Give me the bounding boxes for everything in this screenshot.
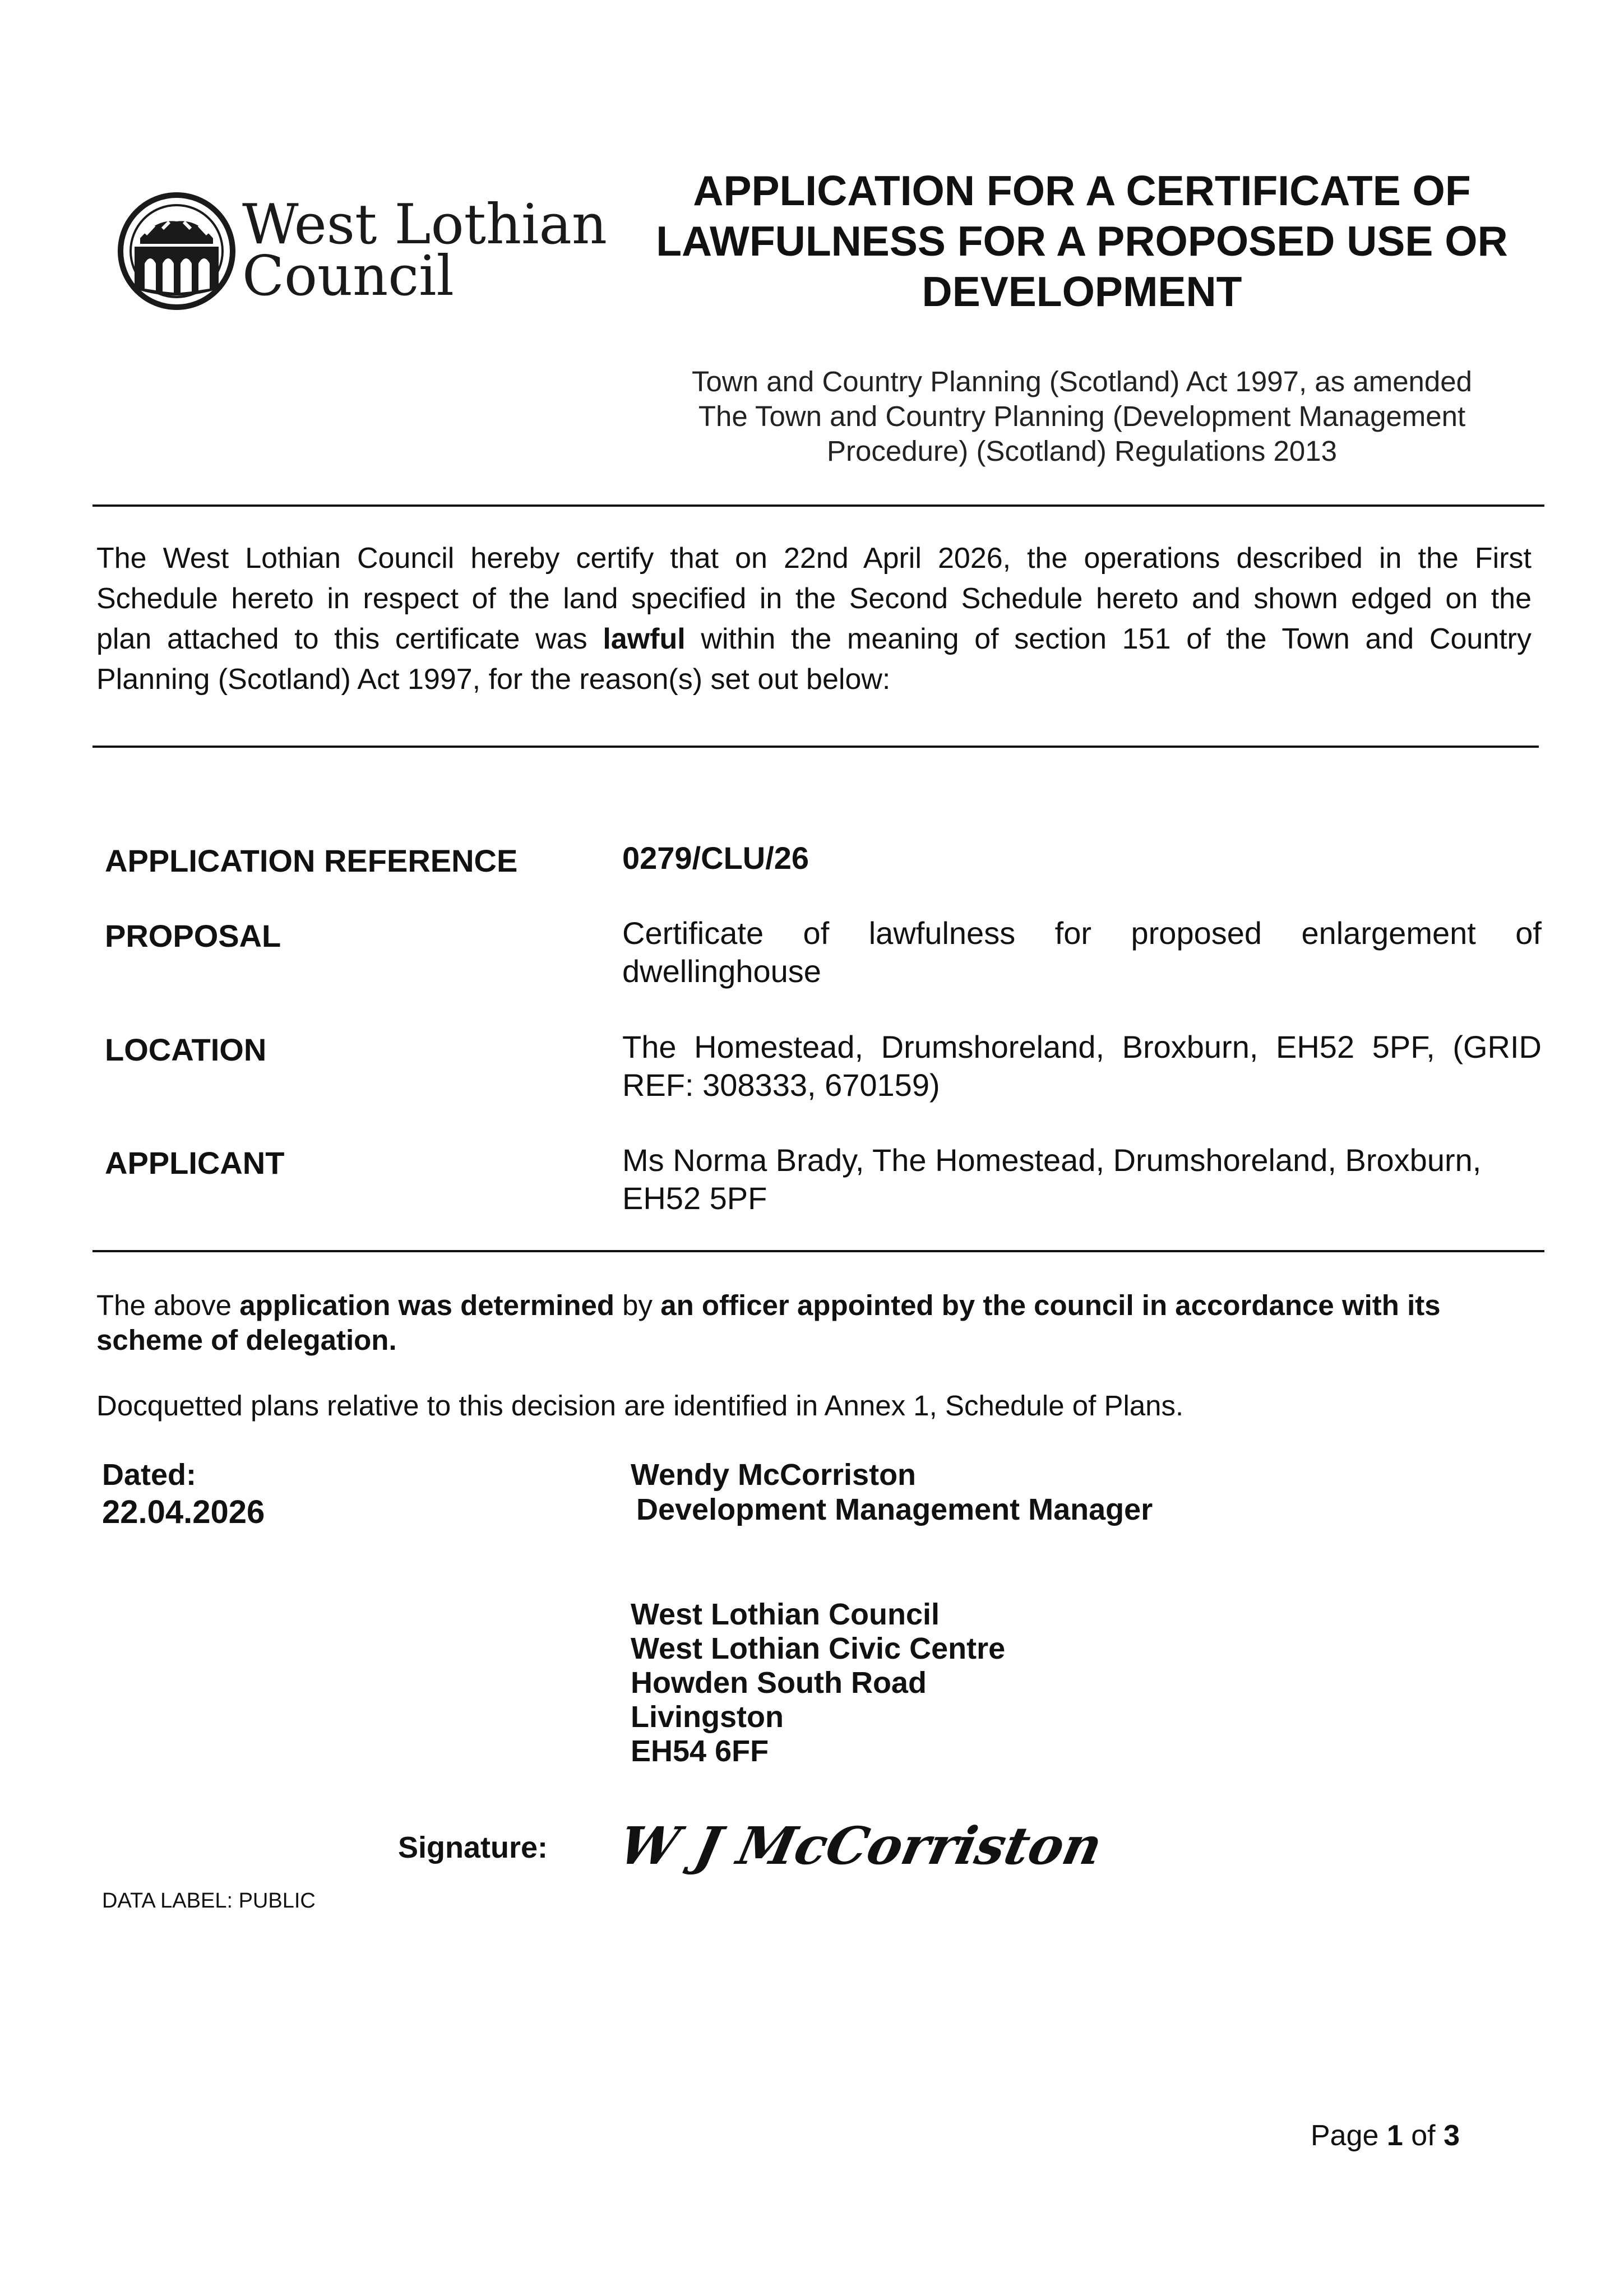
signature (614, 1811, 1108, 1889)
page-mid: of (1403, 2119, 1444, 2152)
handwritten-signature (614, 1811, 1108, 1889)
certification-text: plan attached to this certificate was (96, 623, 603, 655)
data-classification-label: DATA LABEL: PUBLIC (102, 1889, 316, 1913)
page-current: 1 (1386, 2119, 1403, 2152)
location-line: REF: 308333, 670159) (622, 1067, 940, 1103)
page-prefix: Page (1311, 2119, 1387, 2152)
applicant-line: EH52 5PF (622, 1181, 767, 1216)
legislation-reference (622, 364, 1542, 469)
certification-text: within the meaning of section 151 of the Town and Country (685, 623, 1532, 655)
officer-name: Wendy McCorriston (631, 1458, 917, 1492)
document-title (611, 165, 1553, 317)
applicant-line: Ms Norma Brady, The Homestead, Drumshoreland, Broxburn, (622, 1142, 1482, 1178)
proposal-label: PROPOSAL (105, 918, 281, 953)
docquetted-plans-note: Docquetted plans relative to this decision are identified in Annex 1, Schedule of Plans. (96, 1390, 1184, 1422)
address-line: Livingston (631, 1700, 784, 1734)
council-logo-emblem (118, 185, 608, 314)
determination-line: scheme of delegation. (96, 1324, 397, 1356)
title-line: APPLICATION FOR A CERTIFICATE OF (693, 167, 1471, 214)
address-line: West Lothian Civic Centre (631, 1632, 1006, 1665)
divider (92, 1250, 1544, 1252)
address-line: EH54 6FF (631, 1734, 769, 1768)
proposal-line: Certificate of lawfulness for proposed enlargement of (622, 915, 1542, 951)
proposal-line: dwellinghouse (622, 953, 821, 989)
address-line: Howden South Road (631, 1666, 927, 1700)
divider (92, 504, 1544, 507)
determination-emphasis: application was determined (239, 1289, 615, 1321)
determination-text: by (614, 1289, 661, 1321)
council-address (631, 1598, 1005, 1769)
certification-line: Planning (Scotland) Act 1997, for the reason(s) set out below: (96, 663, 891, 696)
logo-text-line1: West Lothian (242, 193, 608, 257)
act-line: Town and Country Planning (Scotland) Act 1997, as amended (691, 365, 1473, 397)
divider (92, 746, 1539, 748)
location-label: LOCATION (105, 1032, 267, 1067)
title-line: DEVELOPMENT (922, 268, 1242, 315)
page-number (1311, 2119, 1460, 2152)
determination-text: The above (96, 1289, 240, 1321)
title-line: LAWFULNESS FOR A PROPOSED USE OR (656, 217, 1508, 265)
applicant-label: APPLICANT (105, 1145, 285, 1181)
certification-line: The West Lothian Council hereby certify that on 22nd April 2026, the operations described in the First (96, 542, 1532, 575)
reference-label: APPLICATION REFERENCE (105, 843, 518, 878)
reference-value: 0279/CLU/26 (622, 840, 809, 876)
determination-emphasis: an officer appointed by the council in accordance with its (660, 1289, 1441, 1321)
dated-value: 22.04.2026 (102, 1494, 265, 1530)
council-logo (118, 185, 608, 314)
officer-title: Development Management Manager (636, 1493, 1153, 1526)
logo-text-line2: Council (242, 244, 454, 308)
signature-text: W J McCorriston (614, 1815, 1108, 1876)
location-line: The Homestead, Drumshoreland, Broxburn, EH52 5PF, (GRID (622, 1029, 1542, 1064)
certification-line: Schedule hereto in respect of the land specified in the Second Schedule hereto and shown edged on the (96, 582, 1532, 615)
lawful-emphasis: lawful (603, 623, 686, 655)
act-line: The Town and Country Planning (Development Management (698, 400, 1466, 432)
act-line: Procedure) (Scotland) Regulations 2013 (826, 435, 1338, 467)
page-total: 3 (1443, 2119, 1460, 2152)
proposal-value (622, 914, 1542, 990)
applicant-value (622, 1141, 1542, 1218)
determination-line (96, 1288, 1543, 1323)
location-value (622, 1028, 1542, 1104)
certification-paragraph (96, 538, 1532, 700)
determination-statement (96, 1288, 1543, 1358)
address-line: West Lothian Council (631, 1598, 940, 1631)
certification-line (96, 619, 1532, 659)
dated-label: Dated: (102, 1458, 197, 1492)
signature-label: Signature: (398, 1831, 548, 1864)
